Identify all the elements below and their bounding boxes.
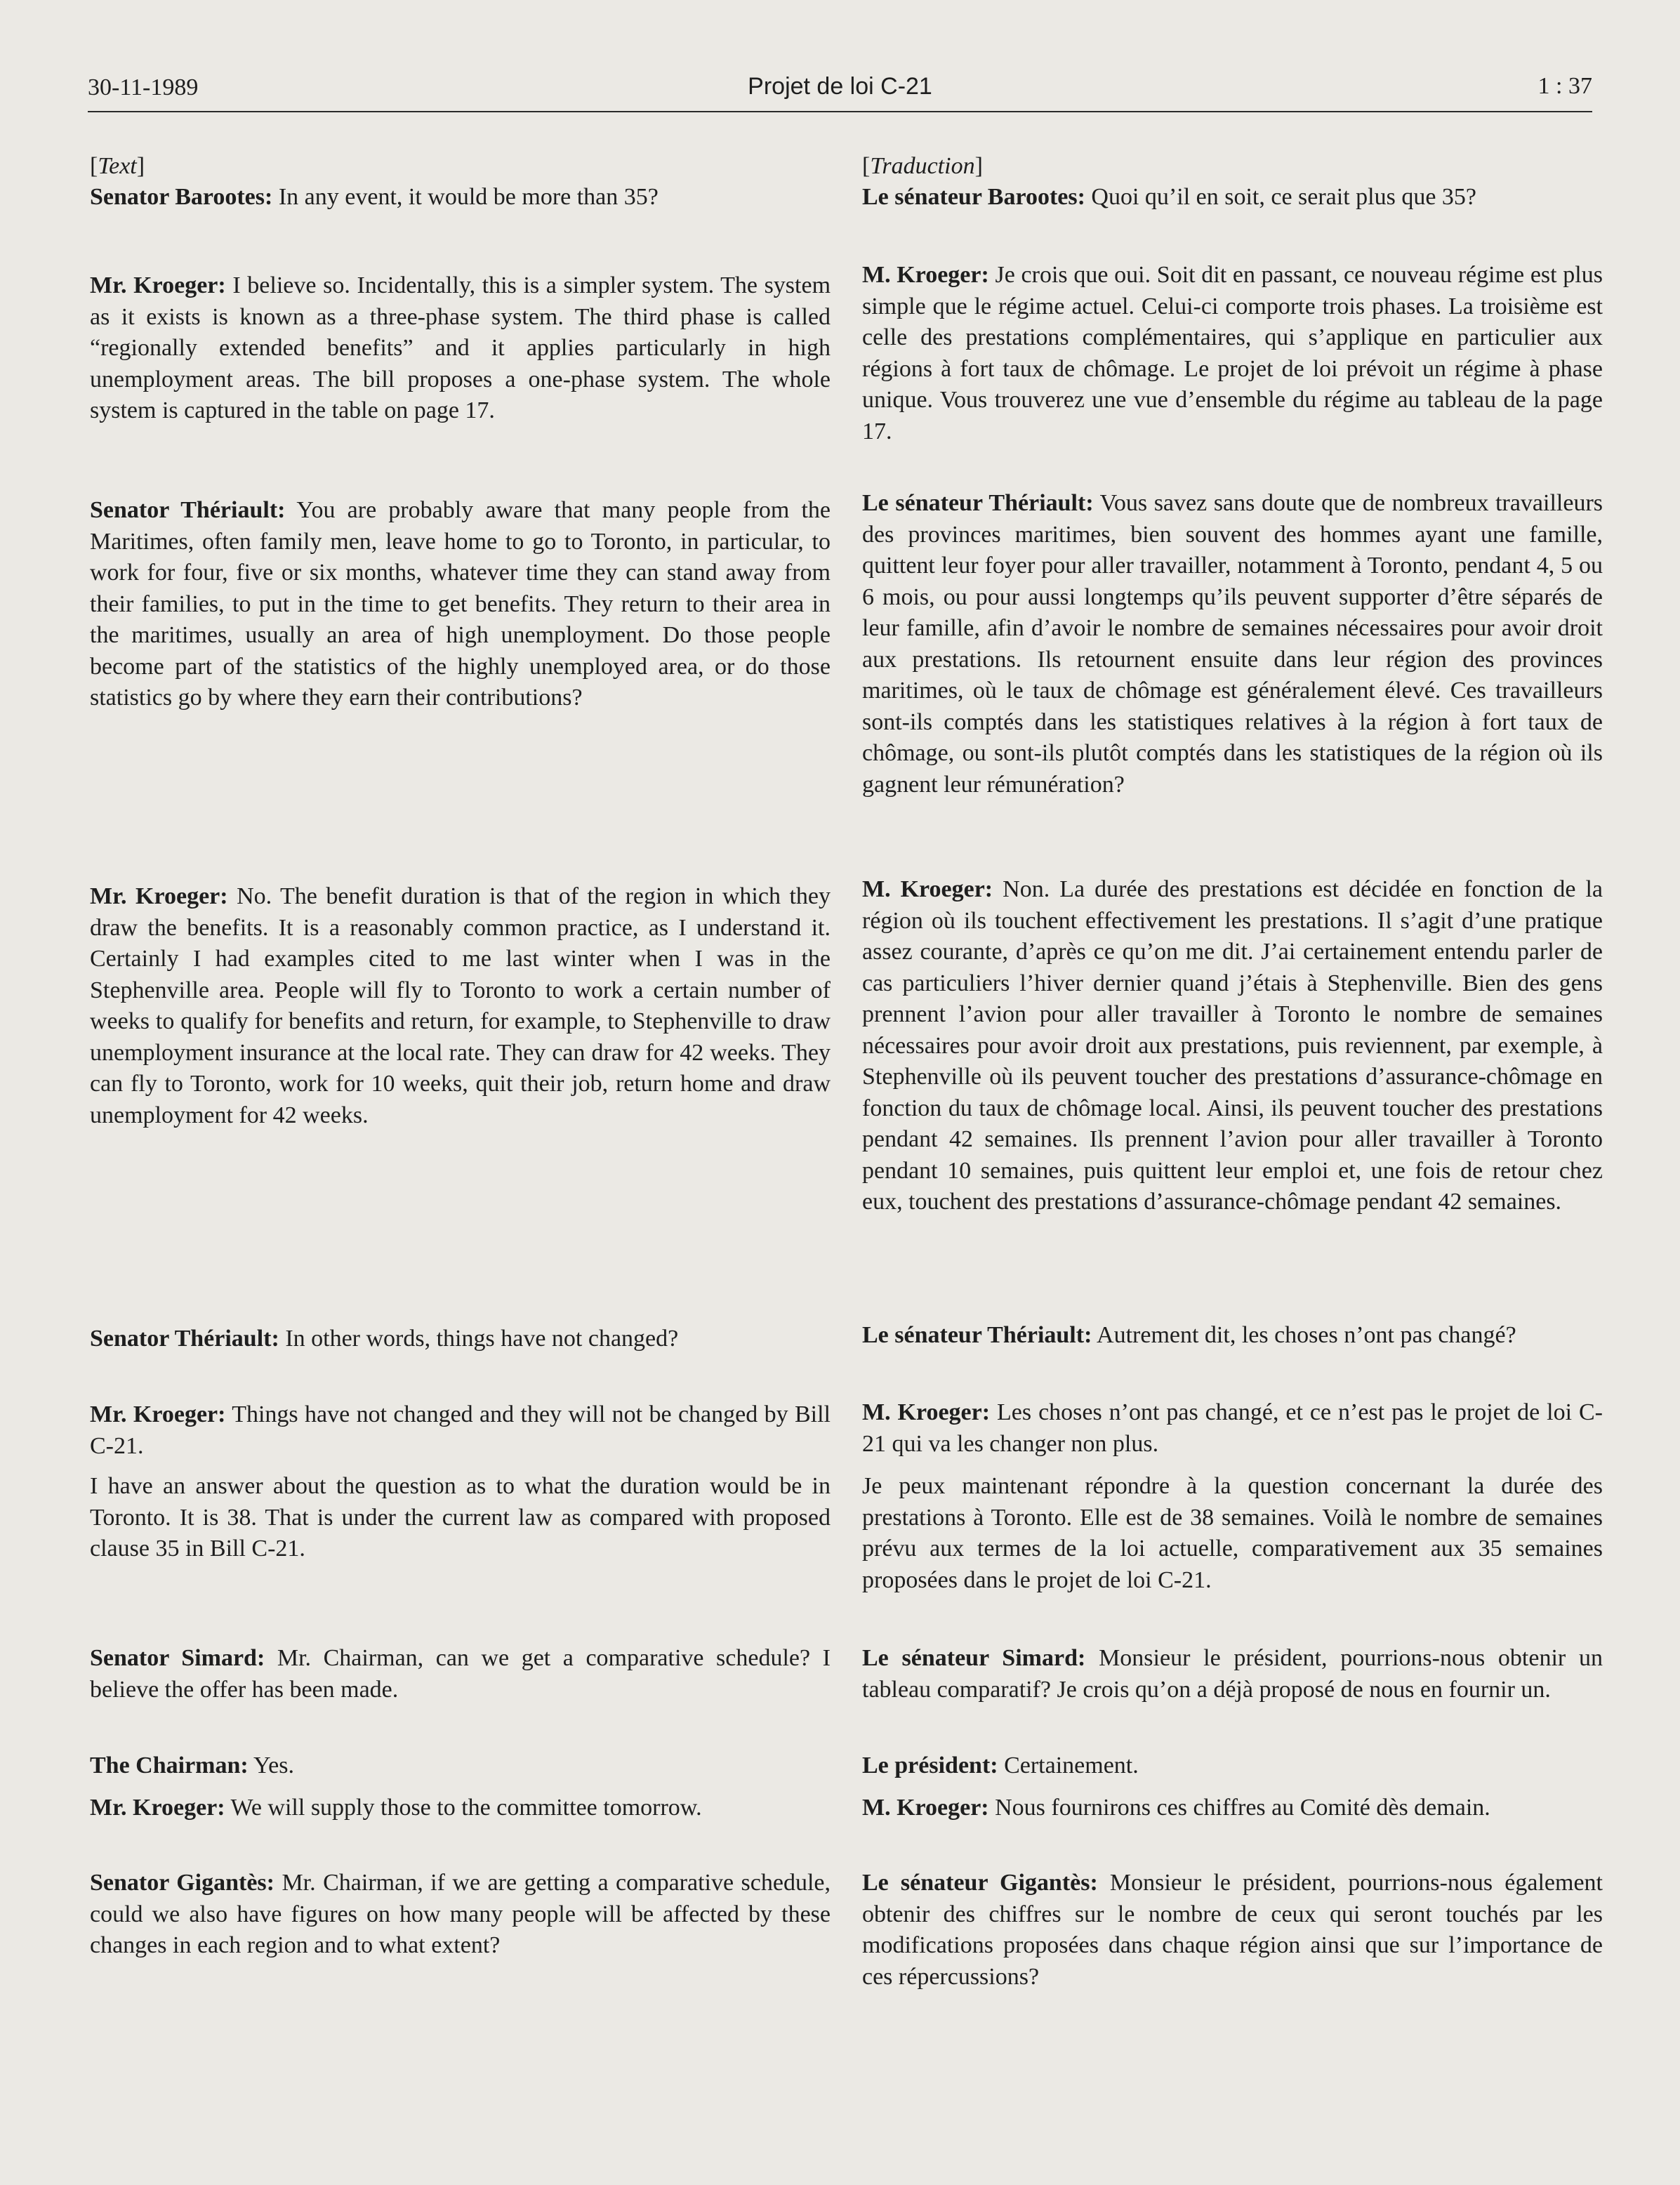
paragraph: Senator Barootes: In any event, it would be more than 35? <box>90 184 659 210</box>
paragraph: M. Kroeger: Non. La durée des prestations est décidée en fonction de la région où ils touchent effectivement les prestations. Il s’agit d’une pratique assez courante, d’après ce qu’on me dit. J’ai certainement entendu parler de cas particuliers l’hiver dernier quand j’étais à Stephenville. Bien des gens prennent l’avion pour aller travailler à Toronto le nombre de semaines nécessaires pour avoir droit aux prestations, puis reviennent, par exemple, à Stephenville où ils peuvent toucher des prestations d’assurance-chômage en fonction du taux de chômage local. Ainsi, ils peuvent toucher des prestations pendant 42 semaines. Ils prennent l’avion pour aller travailler à Toronto pendant 10 semaines, puis quittent leur emploi et, une fois de retour chez eux, touchent des prestations d’assurance-chômage pendant 42 semaines. <box>862 876 1603 1215</box>
paragraph: Le sénateur Thériault: Autrement dit, les choses n’ont pas changé? <box>862 1322 1516 1348</box>
paragraph: Senator Simard: Mr. Chairman, can we get a comparative schedule? I believe the offer has been made. <box>90 1645 831 1703</box>
page-header <box>88 70 1592 112</box>
header-date: 30-11-1989 <box>88 74 199 100</box>
paragraph: Le sénateur Thériault: Vous savez sans doute que de nombreux travailleurs des provinces maritimes, bien souvent des hommes ayant une famille, quittent leur foyer pour aller travailler, notamment à Toronto, pendant 4, 5 ou 6 mois, ou pour aussi longtemps qu’ils peuvent supporter d’être séparés de leur famille, afin d’avoir le nombre de semaines nécessaires pour avoir droit aux prestations. Ils retournent ensuite dans leur région des provinces maritimes, où le taux de chômage est généralement élevé. Ces travailleurs sont-ils comptés dans les statistiques relatives à la région à fort taux de chômage, ou sont-ils plutôt comptés dans les statistiques de la région où ils gagnent leur rémunération? <box>862 490 1603 798</box>
paragraph: Senator Thériault: In other words, things have not changed? <box>90 1326 679 1352</box>
paragraph: Mr. Kroeger: I believe so. Incidentally, this is a simpler system. The system as it exists is known as a three-phase system. The third phase is called “regionally extended benefits” and it applies particularly in high unemployment areas. The bill proposes a one-phase system. The whole system is captured in the table on page 17. <box>90 272 831 423</box>
header-page-number: 1 : 37 <box>1537 73 1592 99</box>
paragraph: Le président: Certainement. <box>862 1752 1139 1778</box>
paragraph: Le sénateur Gigantès: Monsieur le président, pourrions-nous également obtenir des chiffres sur le nombre de ceux qui seront touchés par les modifications proposées dans chaque région ainsi que sur l’importance de ces répercussions? <box>862 1870 1603 1990</box>
paragraph: Senator Gigantès: Mr. Chairman, if we are getting a comparative schedule, could we also have figures on how many people will be affected by these changes in each region and to what extent? <box>90 1870 831 1958</box>
paragraph: M. Kroeger: Je crois que oui. Soit dit en passant, ce nouveau régime est plus simple que le régime actuel. Celui-ci comporte trois phases. La troisième est celle des prestations complémentaires, qui s’applique en particulier aux régions à fort taux de chômage. Le projet de loi prévoit un régime à phase unique. Vous trouverez une vue d’ensemble du régime au tableau de la page 17. <box>862 262 1603 444</box>
paragraph: The Chairman: Yes. <box>90 1752 294 1778</box>
paragraph: M. Kroeger: Nous fournirons ces chiffres au Comité dès demain. <box>862 1795 1490 1821</box>
header-rule <box>88 111 1592 112</box>
paragraph: Je peux maintenant répondre à la question concernant la durée des prestations à Toronto. Elle est de 38 semaines. Voilà le nombre de semaines prévu aux termes de la loi actuelle, comparativement aux 35 semaines proposées dans le projet de loi C-21. <box>862 1473 1603 1593</box>
paragraph: I have an answer about the question as to what the duration would be in Toronto. It is 38. That is under the current law as compared with proposed clause 35 in Bill C-21. <box>90 1473 831 1562</box>
language-tag: [Traduction] <box>862 153 983 179</box>
paragraph: Mr. Kroeger: Things have not changed and they will not be changed by Bill C-21. <box>90 1401 831 1459</box>
paragraph: Mr. Kroeger: We will supply those to the committee tomorrow. <box>90 1795 702 1821</box>
language-tag: [Text] <box>90 153 145 179</box>
paragraph: Le sénateur Simard: Monsieur le président, pourrions-nous obtenir un tableau comparatif? Je crois qu’on a déjà proposé de nous en fournir un. <box>862 1645 1603 1703</box>
paragraph: Senator Thériault: You are probably aware that many people from the Maritimes, often family men, leave home to go to Toronto, in particular, to work for four, five or six months, whatever time they can stand away from their families, to put in the time to get benefits. They return to their area in the maritimes, usually an area of high unemployment. Do those people become part of the statistics of the highly unemployed area, or do those statistics go by where they earn their contributions? <box>90 497 831 711</box>
paragraph: M. Kroeger: Les choses n’ont pas changé, et ce n’est pas le projet de loi C-21 qui va les changer non plus. <box>862 1399 1603 1457</box>
paragraph: Mr. Kroeger: No. The benefit duration is that of the region in which they draw the benefits. It is a reasonably common practice, as I understand it. Certainly I had examples cited to me last winter when I was in the Stephenville area. People will fly to Toronto to work a certain number of weeks to qualify for benefits and return, for example, to Stephenville to draw unemployment insurance at the local rate. They can draw for 42 weeks. They can fly to Toronto, work for 10 weeks, quit their job, return home and draw unemployment for 42 weeks. <box>90 883 831 1128</box>
header-title: Projet de loi C-21 <box>748 73 932 100</box>
paragraph: Le sénateur Barootes: Quoi qu’il en soit, ce serait plus que 35? <box>862 184 1477 210</box>
